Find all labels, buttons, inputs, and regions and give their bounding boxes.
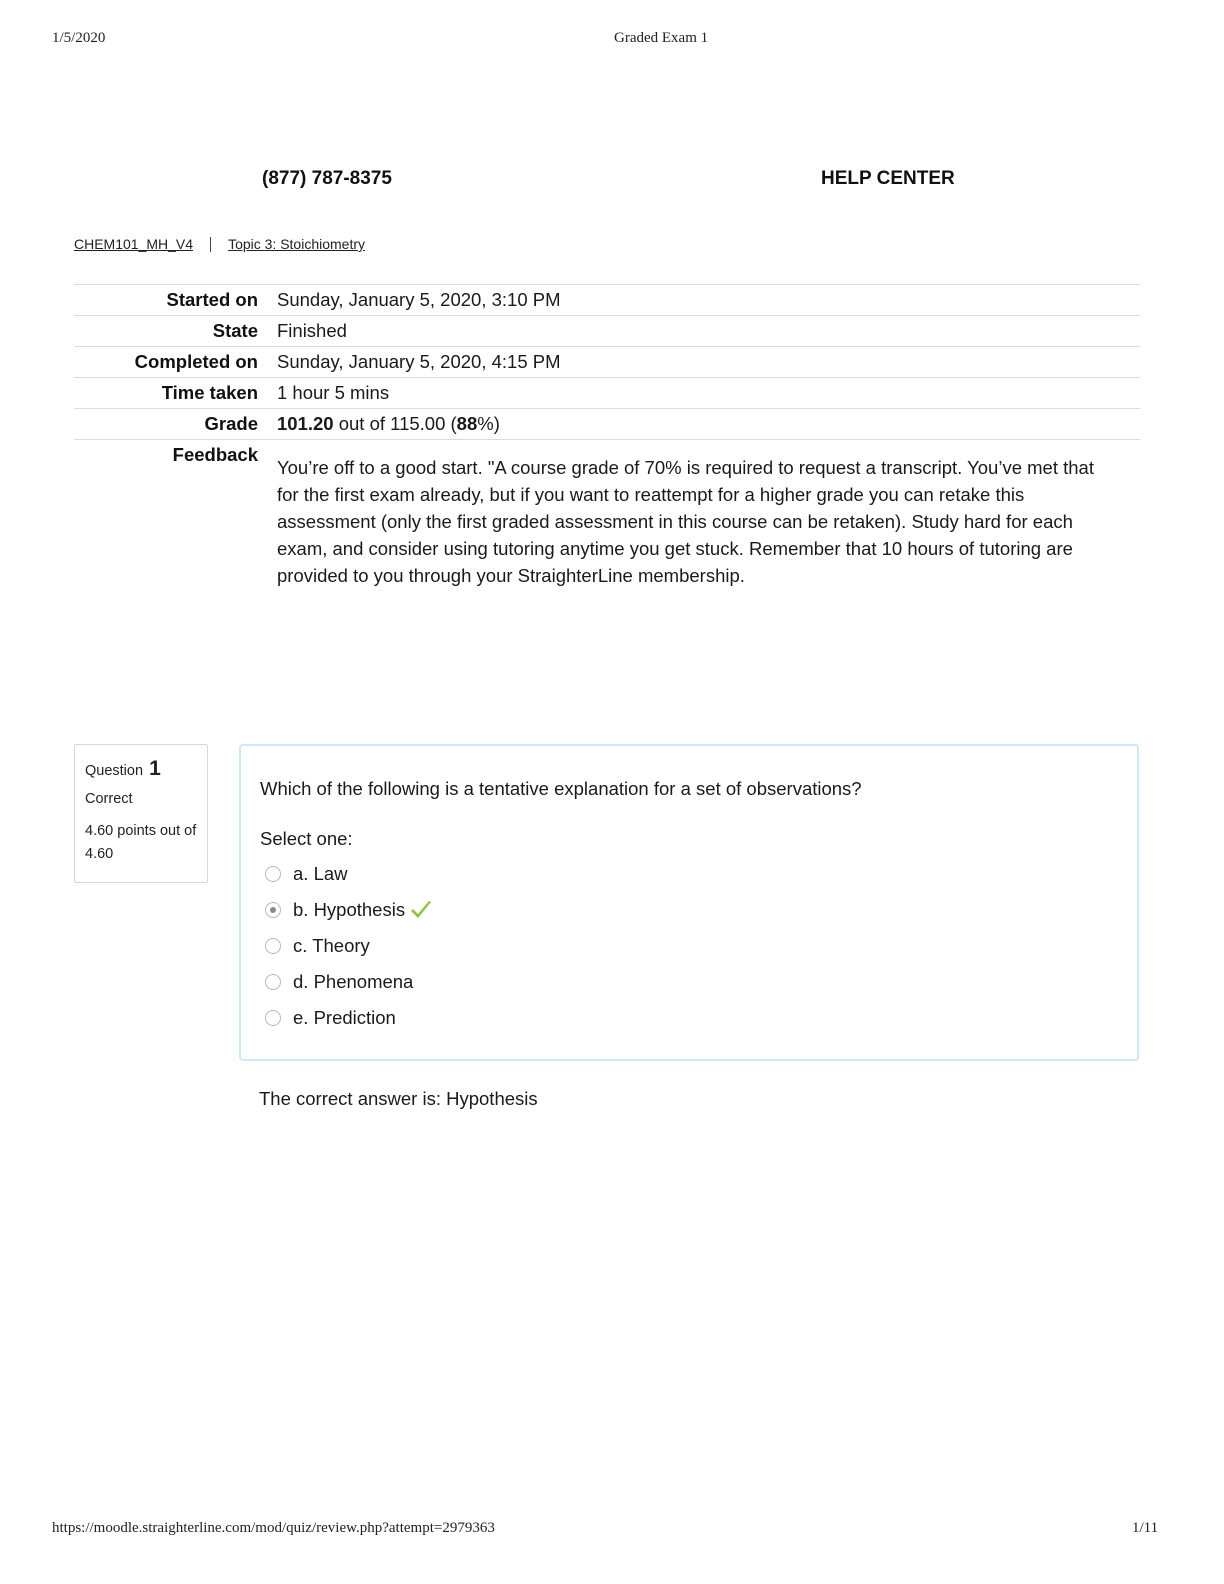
question-state: Correct <box>85 791 133 807</box>
completed-on-value: Sunday, January 5, 2020, 4:15 PM <box>277 351 561 372</box>
answer-label-e: e. Prediction <box>293 1007 396 1028</box>
print-page-number: 1/11 <box>1132 1520 1159 1536</box>
completed-on-label: Completed on <box>134 351 258 372</box>
summary-row-time-taken <box>74 377 1140 408</box>
state-label: State <box>212 320 258 341</box>
select-one-prompt: Select one: <box>260 828 353 849</box>
question-grade: 4.60 points out of 4.60 <box>85 823 197 862</box>
breadcrumb-topic-link[interactable]: Topic 3: Stoichiometry <box>228 236 366 252</box>
answer-option-a[interactable] <box>260 856 1118 892</box>
print-title: Graded Exam 1 <box>614 30 709 46</box>
answer-label-b: b. Hypothesis <box>293 899 406 920</box>
grade-suffix: %) <box>477 413 500 434</box>
answer-option-c[interactable] <box>260 928 1118 964</box>
answer-option-d[interactable] <box>260 964 1118 1000</box>
radio-button-b[interactable] <box>265 902 281 918</box>
grade-out-of: out of 115.00 ( <box>333 413 457 434</box>
grade-label: Grade <box>204 413 258 434</box>
summary-row-completed-on <box>74 346 1140 377</box>
question-content-box <box>239 744 1139 1061</box>
answer-list <box>260 856 1118 1036</box>
answer-label-c: c. Theory <box>293 935 370 956</box>
radio-button-a[interactable] <box>265 866 281 882</box>
breadcrumb-separator <box>210 237 211 252</box>
summary-row-started-on <box>74 284 1140 315</box>
breadcrumb <box>74 236 365 252</box>
question-number-line <box>85 757 197 781</box>
question-text: Which of the following is a tentative explanation for a set of observations? <box>260 778 862 799</box>
started-on-value: Sunday, January 5, 2020, 3:10 PM <box>277 289 561 310</box>
question-label: Question <box>85 763 144 779</box>
time-taken-label: Time taken <box>161 382 258 403</box>
summary-row-feedback <box>74 439 1140 590</box>
breadcrumb-course-link[interactable]: CHEM101_MH_V4 <box>74 236 194 252</box>
correct-answer-text: The correct answer is: Hypothesis <box>259 1088 538 1109</box>
grade-percent: 88 <box>456 413 478 434</box>
question-info-box <box>74 744 208 883</box>
radio-button-e[interactable] <box>265 1010 281 1026</box>
question-number: 1 <box>149 757 161 780</box>
grade-value <box>258 409 1140 439</box>
state-value: Finished <box>277 320 347 341</box>
radio-button-d[interactable] <box>265 974 281 990</box>
answer-option-e[interactable] <box>260 1000 1118 1036</box>
print-url: https://moodle.straighterline.com/mod/quiz/review.php?attempt=2979363 <box>52 1520 495 1536</box>
grade-score: 101.20 <box>277 413 334 434</box>
radio-button-c[interactable] <box>265 938 281 954</box>
feedback-text: You’re off to a good start. "A course grade of 70% is required to request a transcript. You’ve met that for the first exam already, but if you want to reattempt for a higher grade you can retake this assessment (only the first graded assessment in this course can be retaken). Study hard for each exam, and consider using tutoring anytime you get stuck. Remember that 10 hours of tutoring are provided to you through your StraighterLine membership. <box>277 457 1094 586</box>
answer-label-d: d. Phenomena <box>293 971 414 992</box>
time-taken-value: 1 hour 5 mins <box>277 382 390 403</box>
check-icon <box>409 899 433 921</box>
summary-row-grade <box>74 408 1140 439</box>
started-on-label: Started on <box>166 289 258 310</box>
feedback-label: Feedback <box>172 444 258 465</box>
summary-row-state <box>74 315 1140 346</box>
attempt-summary-table <box>74 284 1140 590</box>
print-date: 1/5/2020 <box>52 30 106 46</box>
help-center-link[interactable]: HELP CENTER <box>821 168 955 189</box>
answer-option-b[interactable] <box>260 892 1118 928</box>
answer-label-a: a. Law <box>293 863 348 884</box>
phone-number[interactable]: (877) 787-8375 <box>262 168 392 189</box>
